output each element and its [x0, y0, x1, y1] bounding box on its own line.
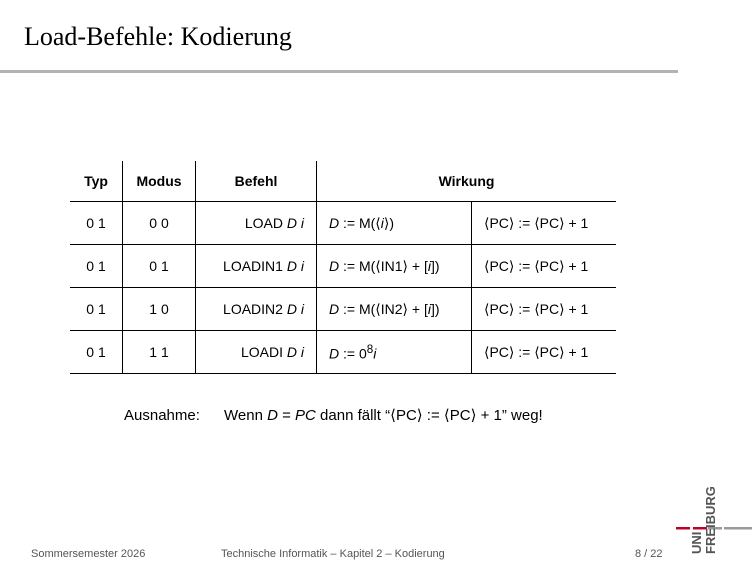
cell-effect-pc: ⟨PC⟩ := ⟨PC⟩ + 1: [472, 245, 617, 288]
effect-expr: M(⟨: [358, 214, 381, 231]
var-d: D: [329, 300, 340, 317]
cell-befehl: [196, 331, 317, 374]
cell-effect-d: D := M(⟨IN1⟩ + [i]): [317, 245, 472, 288]
effect-expr: 0: [358, 345, 367, 362]
header-befehl: Befehl: [196, 161, 317, 202]
operand-d: D: [286, 344, 297, 360]
cell-modus: 1 0: [123, 288, 196, 331]
cell-befehl: [196, 202, 317, 245]
operand-d: D: [286, 258, 297, 274]
cell-effect-d: D := M(⟨IN2⟩ + [i]): [317, 288, 472, 331]
cell-effect-pc: ⟨PC⟩ := ⟨PC⟩ + 1: [472, 288, 617, 331]
slide-title: Load-Befehle: Kodierung: [24, 22, 292, 51]
exponent: 8: [366, 342, 374, 356]
var-d: D: [267, 407, 278, 424]
operand-i: i: [300, 215, 304, 231]
logo-text-uni: UNI: [689, 531, 704, 554]
footer-semester: Sommersemester 2026: [31, 548, 146, 560]
var-i: i: [427, 257, 431, 274]
cell-effect-pc: ⟨PC⟩ := ⟨PC⟩ + 1: [472, 331, 617, 374]
table-row: [70, 331, 616, 374]
var-i: i: [373, 345, 377, 362]
header-modus: Modus: [123, 161, 196, 202]
operand-i: i: [300, 344, 304, 360]
header-wirkung: Wirkung: [438, 173, 495, 189]
footer-page-number: 8 / 22: [635, 548, 663, 560]
logo-text-freiburg: FREIBURG: [703, 486, 718, 554]
cell-typ: 0 1: [70, 245, 123, 288]
header-typ: Typ: [70, 161, 123, 202]
cell-effect-d: D := M(⟨i⟩): [317, 202, 472, 245]
table-row: [70, 288, 616, 331]
exception-note: Ausnahme: Wenn D = PC dann fällt “⟨PC⟩ := ⟨PC⟩ + 1” weg!: [124, 407, 543, 424]
var-i: i: [380, 214, 384, 231]
cell-typ: 0 1: [70, 288, 123, 331]
cell-effect-pc: ⟨PC⟩ := ⟨PC⟩ + 1: [472, 202, 617, 245]
var-i: i: [427, 300, 431, 317]
mnemonic: LOADIN1: [223, 258, 283, 274]
cell-modus: 0 0: [123, 202, 196, 245]
effect-expr: M(⟨IN1⟩ + [: [358, 257, 428, 274]
table-header-row: [70, 161, 616, 202]
var-d: D: [329, 257, 340, 274]
operand-i: i: [300, 301, 304, 317]
cell-typ: 0 1: [70, 202, 123, 245]
effect-expr: M(⟨IN2⟩ + [: [358, 300, 428, 317]
encoding-table: [70, 161, 616, 374]
cell-befehl: [196, 288, 317, 331]
title-divider: [0, 70, 678, 73]
mnemonic: LOADI: [240, 344, 283, 360]
cell-effect-d: D := $0^8i$: [317, 331, 472, 374]
exception-label: Ausnahme:: [124, 407, 200, 424]
var-pc: PC: [295, 407, 316, 424]
table-row: [70, 245, 616, 288]
cell-modus: 1 1: [123, 331, 196, 374]
uni-freiburg-logo: [676, 482, 752, 554]
cell-befehl: [196, 245, 317, 288]
cell-modus: 0 1: [123, 245, 196, 288]
mnemonic: LOAD: [244, 215, 283, 231]
operand-d: D: [286, 301, 297, 317]
table-row: [70, 202, 616, 245]
operand-i: i: [300, 258, 304, 274]
footer-course: Technische Informatik – Kapitel 2 – Kodierung: [221, 548, 445, 560]
var-d: D: [329, 345, 340, 362]
cell-typ: 0 1: [70, 331, 123, 374]
mnemonic: LOADIN2: [223, 301, 283, 317]
operand-d: D: [286, 215, 297, 231]
var-d: D: [329, 214, 340, 231]
